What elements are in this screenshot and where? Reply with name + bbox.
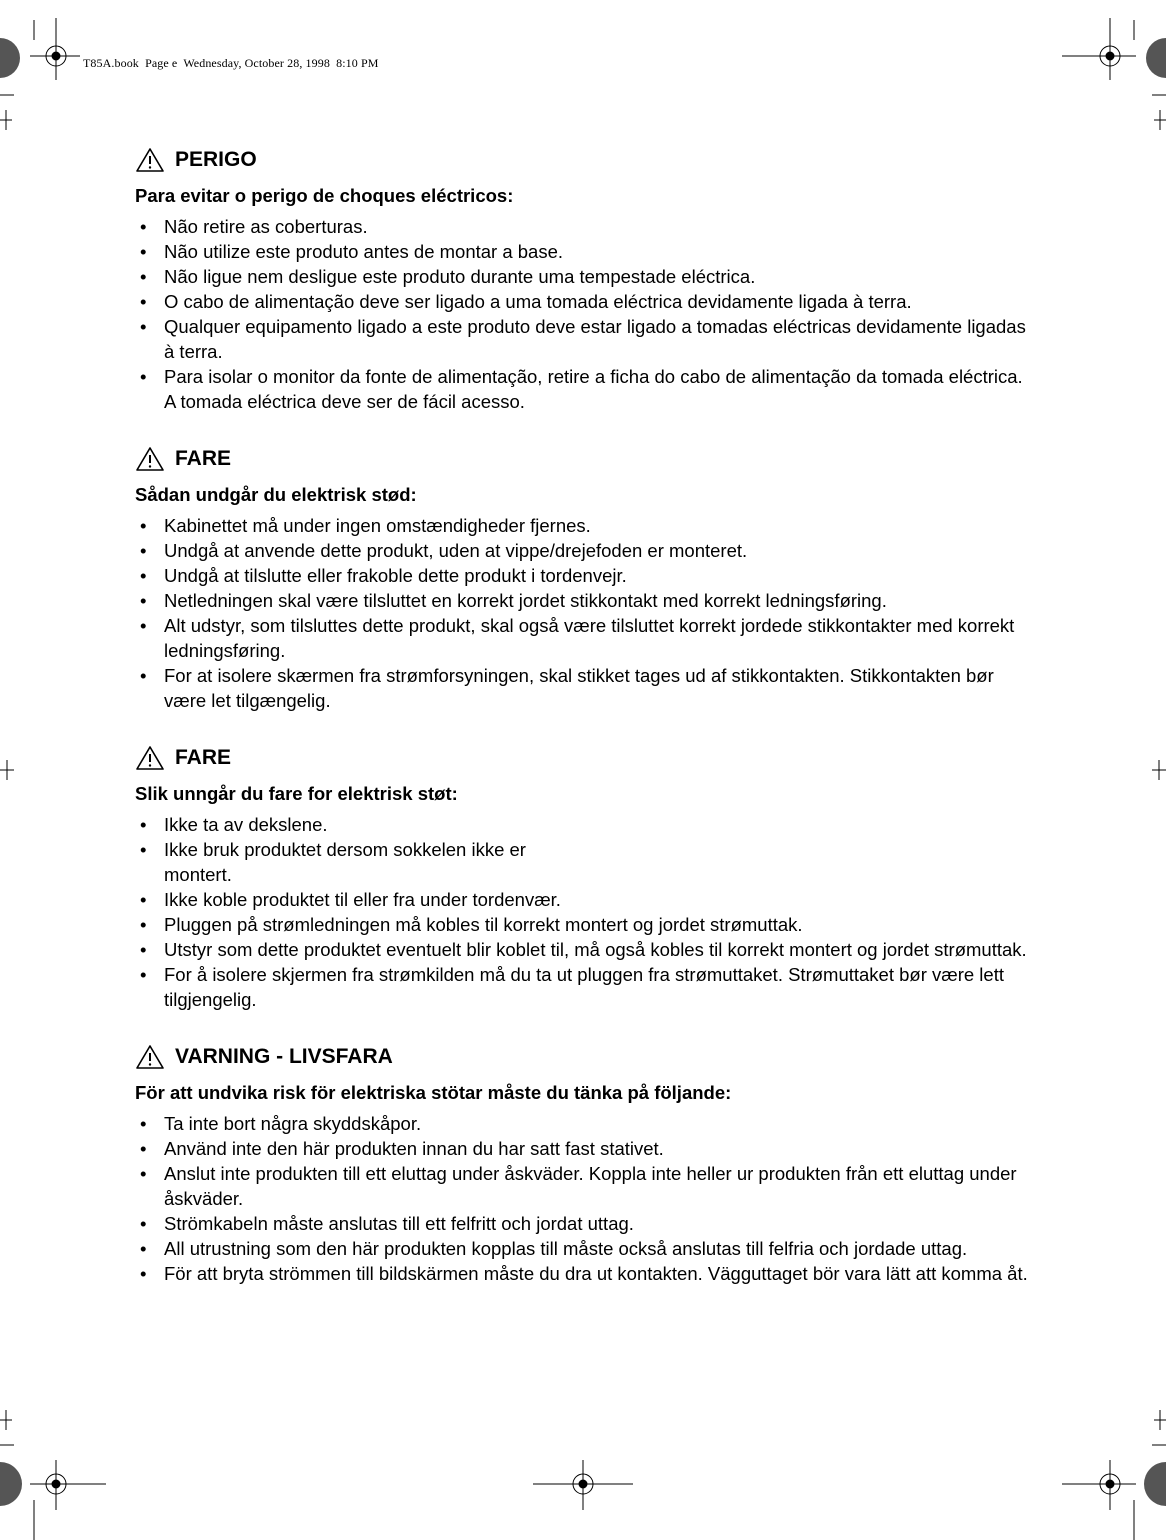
list-item: • O cabo de alimentação deve ser ligado a uma tomada eléctrica devidamente ligada à terra. — [135, 289, 1035, 314]
warning-heading — [135, 442, 1035, 476]
color-wheel-icon — [1146, 38, 1166, 78]
registration-target-icon — [1062, 1460, 1136, 1510]
print-header: T85A.book Page e Wednesday, October 28, 1998 8:10 PM — [83, 56, 379, 70]
list-item: • Para isolar o monitor da fonte de alimentação, retire a ficha do cabo de alimentação da tomada eléctrica. A tomada eléctrica deve ser de fácil acesso. — [135, 364, 1035, 414]
warning-section — [135, 741, 1035, 1012]
warning-triangle-icon — [135, 1044, 165, 1070]
list-item: • Använd inte den här produkten innan du har satt fast stativet. — [135, 1136, 1035, 1161]
list-item: • Strömkabeln måste anslutas till ett felfritt och jordat uttag. — [135, 1211, 1035, 1236]
list-item: • För att bryta strömmen till bildskärmen måste du dra ut kontakten. Vägguttaget bör vara lätt att komma åt. — [135, 1261, 1035, 1286]
list-item: • Alt udstyr, som tilsluttes dette produkt, skal også være tilsluttet korrekt jordede stikkontakter med korrekt ledningsføring. — [135, 613, 1035, 663]
crosshair-icon — [0, 760, 14, 780]
list-item: • Ta inte bort några skyddskåpor. — [135, 1111, 1035, 1136]
list-item: • Netledningen skal være tilsluttet en korrekt jordet stikkontakt med korrekt ledningsføring. — [135, 588, 1035, 613]
list-item: • Não utilize este produto antes de montar a base. — [135, 239, 1035, 264]
list-item: • Undgå at tilslutte eller frakoble dette produkt i tordenvejr. — [135, 563, 1035, 588]
registration-target-icon — [30, 18, 80, 80]
warning-title: PERIGO — [175, 148, 257, 171]
warning-section — [135, 1040, 1035, 1286]
warning-heading — [135, 1040, 1035, 1074]
crosshair-icon — [1154, 110, 1166, 130]
crosshair-icon — [0, 110, 12, 130]
warning-title: VARNING - LIVSFARA — [175, 1045, 393, 1068]
bullet-list — [135, 812, 1035, 1012]
warning-section — [135, 442, 1035, 713]
list-item: • Ikke bruk produktet dersom sokkelen ikke er montert. — [135, 837, 1035, 887]
color-wheel-icon — [0, 38, 20, 78]
crosshair-icon — [1154, 1410, 1166, 1430]
bullet-list — [135, 513, 1035, 713]
document-body — [135, 143, 1035, 1314]
list-item: • Utstyr som dette produktet eventuelt blir koblet til, må også kobles til korrekt montert og jordet strømuttak. — [135, 937, 1035, 962]
list-item: • Ikke ta av dekslene. — [135, 812, 1035, 837]
warning-title: FARE — [175, 447, 232, 470]
registration-target-icon — [30, 1460, 106, 1510]
list-item: • Qualquer equipamento ligado a este produto deve estar ligado a tomadas eléctricas devidamente ligadas à terra. — [135, 314, 1035, 364]
list-item: • Anslut inte produkten till ett eluttag under åskväder. Koppla inte heller ur produkten från ett eluttag under åskväder. — [135, 1161, 1035, 1211]
color-wheel-icon — [0, 1462, 22, 1506]
list-item: • For at isolere skærmen fra strømforsyningen, skal stikket tages ud af stikkontakten. Stikkontakten bør være let tilgængelig. — [135, 663, 1035, 713]
color-wheel-icon — [1144, 1462, 1166, 1506]
crosshair-icon — [1152, 760, 1166, 780]
list-item: • For å isolere skjermen fra strømkilden må du ta ut pluggen fra strømuttaket. Strømuttaket bør være lett tilgjengelig. — [135, 962, 1035, 1012]
list-item: • Kabinettet må under ingen omstændigheder fjernes. — [135, 513, 1035, 538]
warning-subheading: Para evitar o perigo de choques eléctricos: — [135, 185, 514, 206]
warning-heading — [135, 741, 1035, 775]
warning-subheading: Slik unngår du fare for elektrisk støt: — [135, 783, 458, 804]
list-item: • All utrustning som den här produkten kopplas till måste också anslutas till felfria och jordade uttag. — [135, 1236, 1035, 1261]
warning-heading — [135, 143, 1035, 177]
warning-title: FARE — [175, 746, 232, 769]
registration-target-icon — [533, 1460, 633, 1510]
registration-target-icon — [1062, 18, 1136, 80]
bullet-list — [135, 1111, 1035, 1286]
bullet-list — [135, 214, 1035, 414]
warning-triangle-icon — [135, 745, 165, 771]
list-item: • Pluggen på strømledningen må kobles til korrekt montert og jordet strømuttak. — [135, 912, 1035, 937]
warning-subheading: Sådan undgår du elektrisk stød: — [135, 484, 417, 505]
list-item: • Não retire as coberturas. — [135, 214, 1035, 239]
warning-triangle-icon — [135, 446, 165, 472]
list-item: • Não ligue nem desligue este produto durante uma tempestade eléctrica. — [135, 264, 1035, 289]
crosshair-icon — [0, 1410, 12, 1430]
warning-section — [135, 143, 1035, 414]
warning-triangle-icon — [135, 147, 165, 173]
list-item: • Undgå at anvende dette produkt, uden at vippe/drejefoden er monteret. — [135, 538, 1035, 563]
warning-subheading: För att undvika risk för elektriska stötar måste du tänka på följande: — [135, 1082, 732, 1103]
list-item: • Ikke koble produktet til eller fra under tordenvær. — [135, 887, 1035, 912]
